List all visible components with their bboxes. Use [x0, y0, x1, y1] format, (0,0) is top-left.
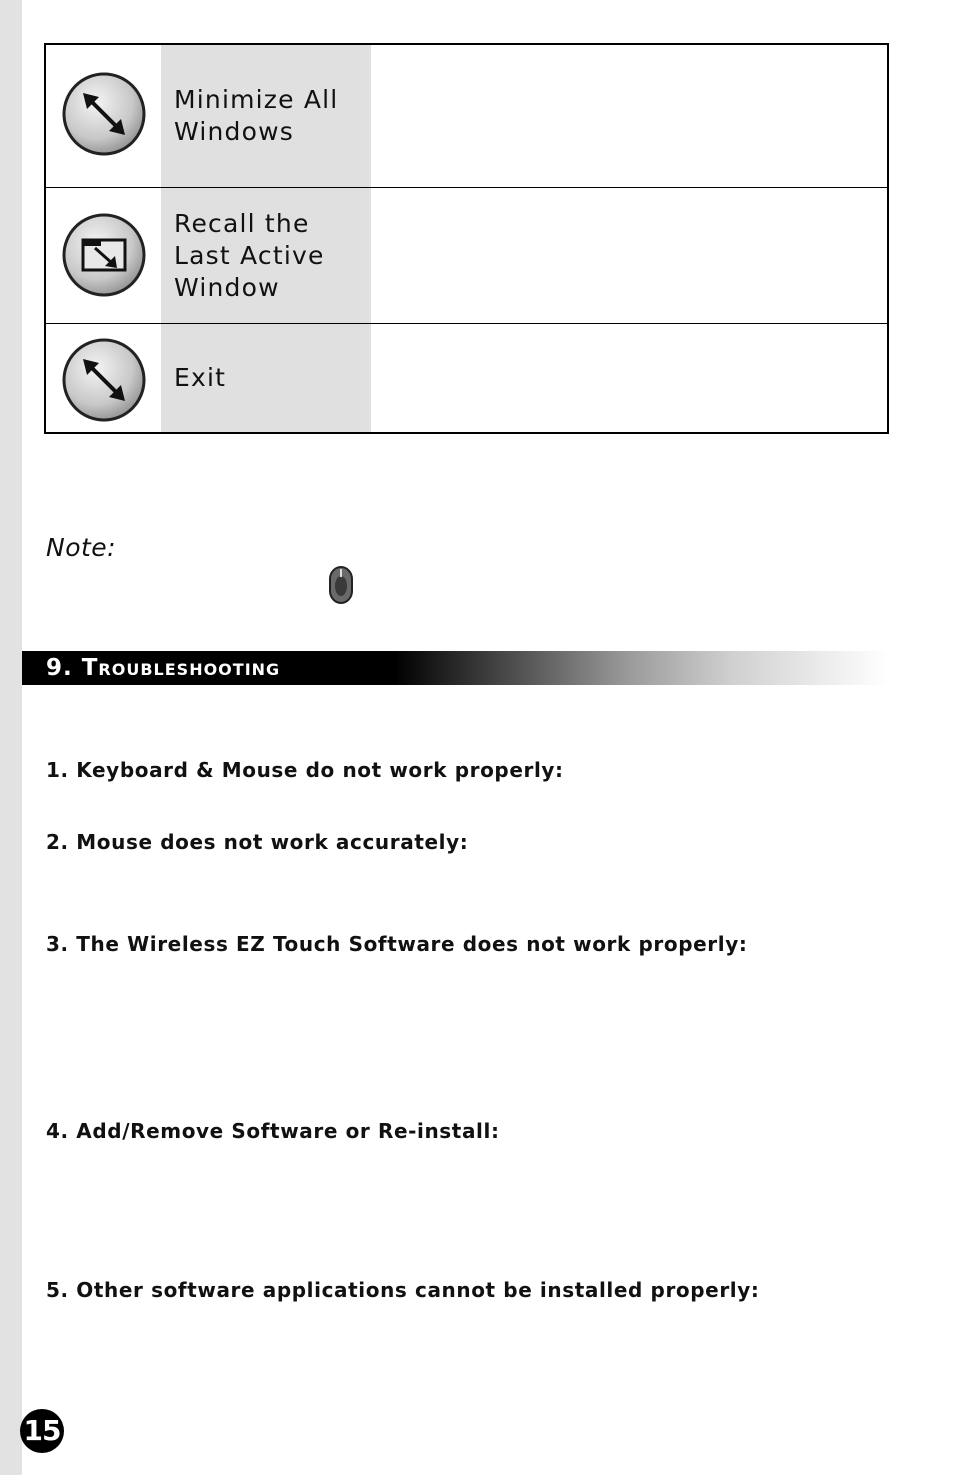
- function-label: Exit: [174, 363, 227, 392]
- function-row-minimize: [46, 45, 887, 188]
- troubleshooting-item: 3. The Wireless EZ Touch Software does not work properly:: [46, 932, 748, 956]
- icon-cell: [46, 324, 161, 432]
- mouse-icon: [328, 566, 354, 604]
- diagonal-arrow-icon: [61, 337, 147, 423]
- troubleshooting-item: 4. Add/Remove Software or Re-install:: [46, 1119, 500, 1143]
- window-recall-icon: [61, 212, 147, 298]
- function-label-cell: [161, 324, 371, 432]
- icon-cell: [46, 45, 161, 187]
- icon-cell: [46, 188, 161, 323]
- troubleshooting-item: 5. Other software applications cannot be installed properly:: [46, 1278, 760, 1302]
- function-row-exit: [46, 324, 887, 432]
- function-label-cell: [161, 188, 371, 323]
- section-header-bar: [22, 651, 888, 685]
- diagonal-arrow-icon: [61, 71, 147, 157]
- troubleshooting-item: 1. Keyboard & Mouse do not work properly:: [46, 758, 564, 782]
- page-margin-strip: [0, 0, 22, 1475]
- section-title: 9. Troubleshooting: [46, 655, 281, 681]
- troubleshooting-item: 2. Mouse does not work accurately:: [46, 830, 469, 854]
- note-heading: Note:: [46, 533, 117, 562]
- function-label-cell: [161, 45, 371, 187]
- page-number: 15: [20, 1409, 64, 1453]
- function-label: Recall the Last Active Window: [174, 208, 325, 302]
- function-table: [44, 43, 889, 434]
- function-row-recall: [46, 188, 887, 324]
- function-label: Minimize All Windows: [174, 85, 339, 146]
